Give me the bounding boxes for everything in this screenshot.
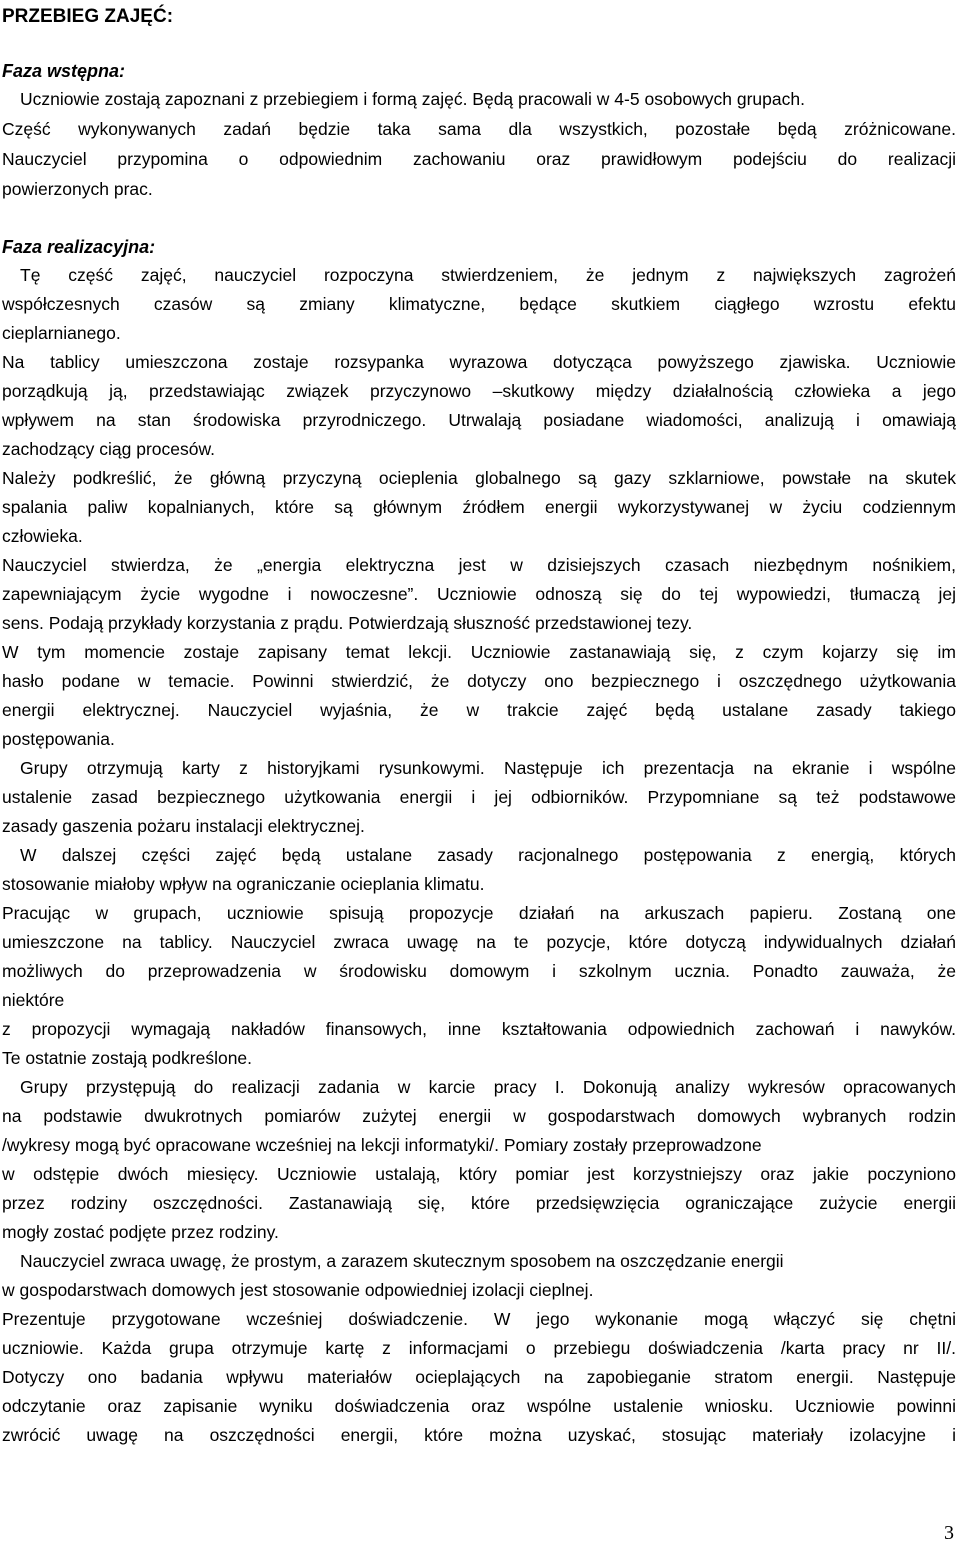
paragraph-line: przez rodziny oszczędności. Zastanawiają się, które przedsięwzięcia ograniczające zużycie energii (2, 1193, 956, 1213)
paragraph-line: postępowania. (2, 729, 115, 749)
paragraph-line: Grupy otrzymują karty z historyjkami rysunkowymi. Następuje ich prezentacja na ekranie i wspólne (20, 758, 956, 778)
paragraph-line: człowieka. (2, 526, 83, 546)
paragraph-line: w gospodarstwach domowych jest stosowanie odpowiedniej izolacji cieplnej. (2, 1280, 594, 1300)
paragraph-line: współczesnych czasów są zmiany klimatyczne, będące skutkiem ciągłego wzrostu efektu (2, 294, 956, 314)
paragraph-line: spalania paliw kopalnianych, które są głównym źródłem energii wykorzystywanej w życiu codziennym (2, 497, 956, 517)
paragraph-line: porządkują ją, przedstawiając związek przyczynowo –skutkowy między działalnością człowieka a jego (2, 381, 956, 401)
paragraph-line: Tę część zajęć, nauczyciel rozpoczyna stwierdzeniem, że jednym z największych zagrożeń (20, 265, 956, 285)
paragraph-line: zasady gaszenia pożaru instalacji elektrycznej. (2, 816, 365, 836)
paragraph-line: umieszczone na tablicy. Nauczyciel zwraca uwagę na te pozycje, które dotyczą indywidualnych działań (2, 932, 956, 952)
paragraph-line: zwrócić uwagę na oszczędności energii, które można uzyskać, stosując materiały izolacyjne i (2, 1425, 956, 1445)
paragraph-line: Uczniowie zostają zapoznani z przebiegiem i formą zajęć. Będą pracowali w 4-5 osobowych grupach. (20, 89, 805, 109)
paragraph-line: mogły zostać podjęte przez rodziny. (2, 1222, 279, 1242)
paragraph-line: Nauczyciel przypomina o odpowiednim zachowaniu oraz prawidłowym podejściu do realizacji (2, 149, 956, 169)
paragraph-line: zachodzący ciąg procesów. (2, 439, 216, 459)
paragraph-line: zapewniającym życie wygodne i nowoczesne”. Uczniowie odnoszą się do tej wypowiedzi, tłumaczą jej (2, 584, 956, 604)
paragraph-line: Część wykonywanych zadań będzie taka sama dla wszystkich, pozostałe będą zróżnicowane. (2, 119, 956, 139)
paragraph-line: Nauczyciel zwraca uwagę, że prostym, a zarazem skutecznym sposobem na oszczędzanie energii (20, 1251, 784, 1271)
paragraph-line: Grupy przystępują do realizacji zadania w karcie pracy I. Dokonują analizy wykresów opracowanych (20, 1077, 956, 1097)
section-title-intro: Faza wstępna: (2, 61, 126, 81)
paragraph-line: ustalenie zasad bezpiecznego użytkowania energii i jej odbiorników. Przypomniane są też podstawowe (2, 787, 956, 807)
paragraph-line: możliwych do przeprowadzenia w środowisku domowym i szkolnym ucznia. Ponadto zauważa, że (2, 961, 956, 981)
paragraph-line: energii elektrycznej. Nauczyciel wyjaśnia, że w trakcie zajęć będą ustalane zasady takiego (2, 700, 956, 720)
paragraph-line: w odstępie dwóch miesięcy. Uczniowie ustalają, który pomiar jest korzystniejszy oraz jakie poczyniono (2, 1164, 956, 1184)
page-heading: PRZEBIEG ZAJĘĆ: (2, 6, 174, 27)
paragraph-line: odczytanie oraz zapisanie wyniku doświadczenia oraz wspólne ustalenie wniosku. Uczniowie powinni (2, 1396, 956, 1416)
paragraph-line: Prezentuje przygotowane wcześniej doświadczenie. W jego wykonanie mogą włączyć się chętni (2, 1309, 956, 1329)
paragraph-line: niektóre (2, 990, 65, 1010)
paragraph-line: wpływem na stan środowiska przyrodniczego. Utrwalają posiadane wiadomości, analizują i omawiają (2, 410, 956, 430)
paragraph-line: cieplarnianego. (2, 323, 121, 343)
paragraph-line: Na tablicy umieszczona zostaje rozsypanka wyrazowa dotycząca powyższego zjawiska. Uczniowie (2, 352, 956, 372)
paragraph-line: Należy podkreślić, że główną przyczyną ocieplenia globalnego są gazy szklarniowe, powstałe na skutek (2, 468, 956, 488)
paragraph-line: /wykresy mogą być opracowane wcześniej na lekcji informatyki/. Pomiary zostały przeprowadzone (2, 1135, 762, 1155)
paragraph-line: Dotyczy ono badania wpływu materiałów ocieplających na zapobieganie stratom energii. Następuje (2, 1367, 956, 1387)
paragraph-line: W dalszej części zajęć będą ustalane zasady racjonalnego postępowania z energią, których (20, 845, 956, 865)
paragraph-line: Te ostatnie zostają podkreślone. (2, 1048, 253, 1068)
paragraph-line: Nauczyciel stwierdza, że „energia elektryczna jest w dzisiejszych czasach niezbędnym nośnikiem, (2, 555, 956, 575)
paragraph-line: uczniowie. Każda grupa otrzymuje kartę z informacjami o przebiegu doświadczenia /karta pracy nr II/. (2, 1338, 956, 1358)
paragraph-line: stosowanie miałoby wpływ na ograniczanie ocieplania klimatu. (2, 874, 485, 894)
paragraph-line: z propozycji wymagają nakładów finansowych, inne kształtowania odpowiednich zachowań i nawyków. (2, 1019, 956, 1039)
page-number: 3 (944, 1522, 954, 1544)
paragraph-line: hasło podane w temacie. Powinni stwierdzić, że dotyczy ono bezpiecznego i oszczędnego użytkowania (2, 671, 956, 691)
section-title-realization: Faza realizacyjna: (2, 237, 156, 257)
paragraph-line: sens. Podają przykłady korzystania z prądu. Potwierdzają słuszność przedstawionej tezy. (2, 613, 693, 633)
paragraph-line: W tym momencie zostaje zapisany temat lekcji. Uczniowie zastanawiają się, z czym kojarzy się im (2, 642, 956, 662)
paragraph-line: na podstawie dwukrotnych pomiarów zużytej energii w gospodarstwach domowych wybranych rodzin (2, 1106, 956, 1126)
paragraph-line: Pracując w grupach, uczniowie spisują propozycje działań na arkuszach papieru. Zostaną one (2, 903, 956, 923)
paragraph-line: powierzonych prac. (2, 179, 153, 199)
